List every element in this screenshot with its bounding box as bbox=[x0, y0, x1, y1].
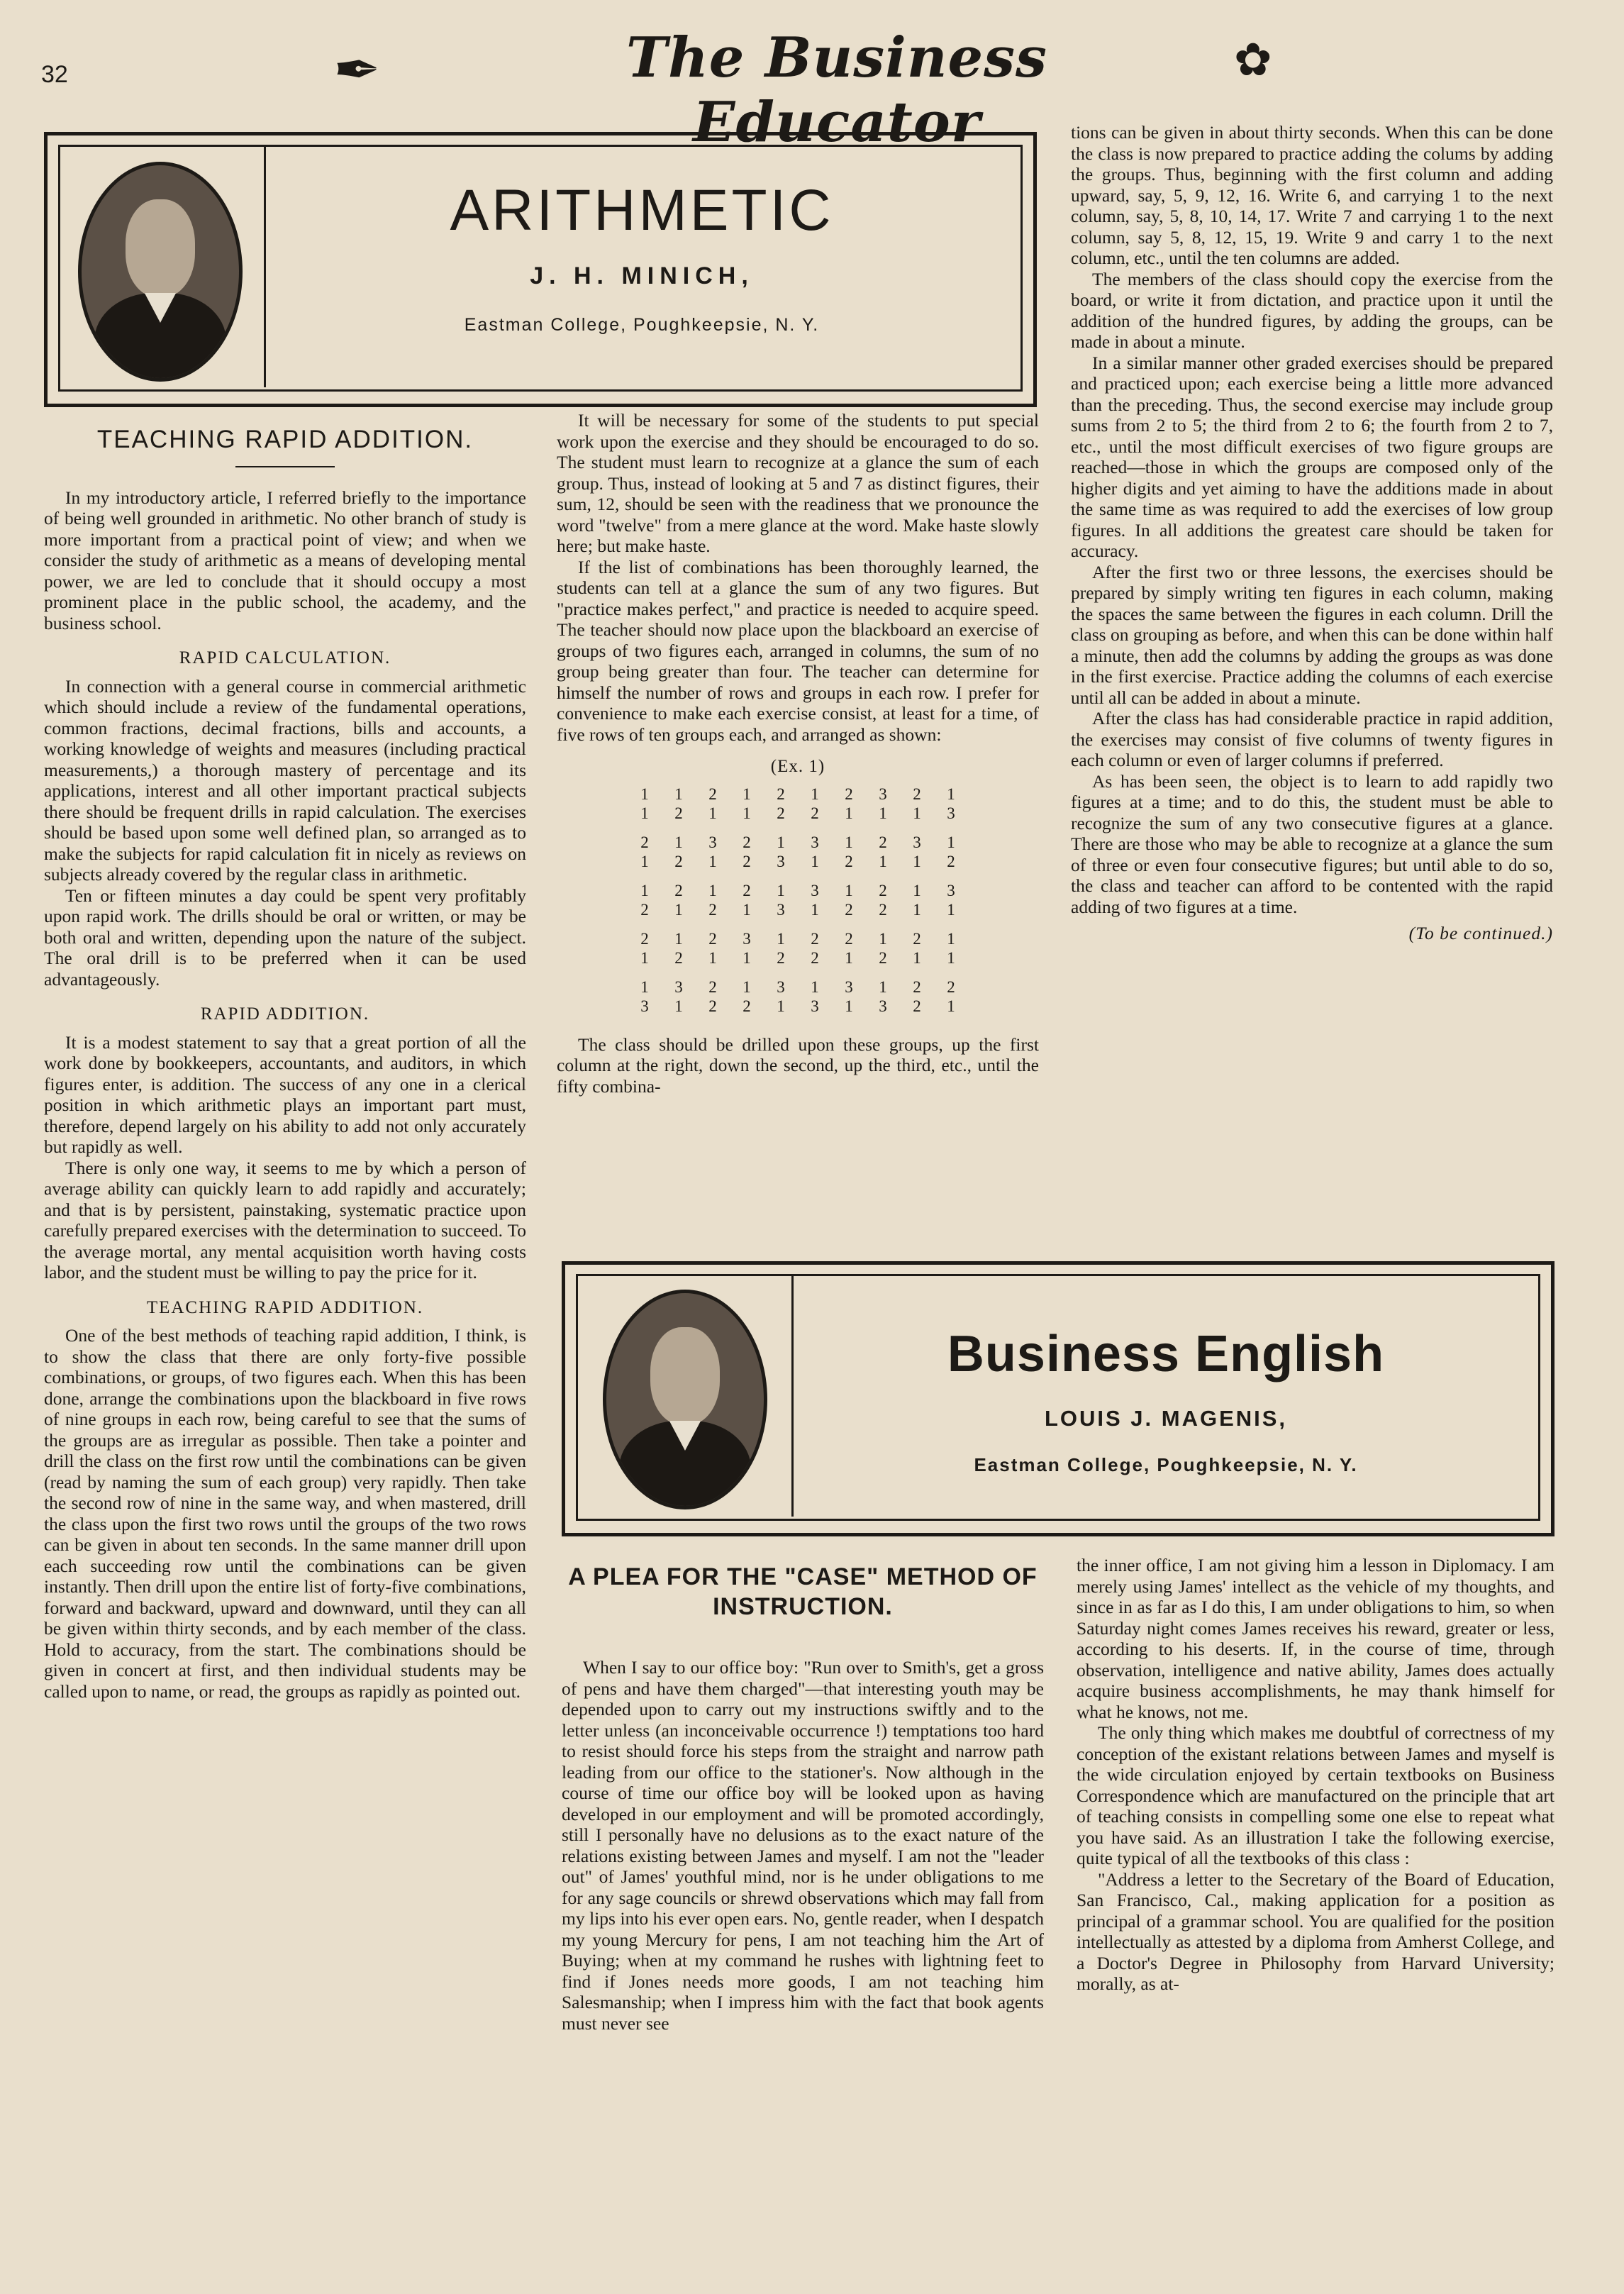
exercise-cell: 1 bbox=[777, 929, 785, 948]
exercise-cell: 1 bbox=[743, 785, 751, 803]
paragraph: In a similar manner other graded exercises should be prepared and practiced upon; each exercise being a little more advanced than the preceding. Thus, the second exercise may include group sums from 2 to 5; the third from 2 to 6; the fourth from 2 to 7, etc., until the most difficult exercises of two figure groups are reached—those in which the groups are composed only of the higher digits and yet aiming to have the additions made in about the same time as was required to add the exercises of low group figures. In all additions the greatest care should be taken for accuracy. bbox=[1071, 352, 1553, 561]
paragraph: The members of the class should copy the exercise from the board, or write it from dictation, and practice upon it until the addition of the hundred figures, by adding the groups, can be made in about a minute. bbox=[1071, 268, 1553, 352]
exercise-cell: 1 bbox=[743, 804, 751, 822]
column-3 bbox=[1071, 122, 1553, 944]
emblem-icon: ✿ bbox=[1234, 35, 1272, 85]
exercise-cell: 1 bbox=[743, 977, 751, 996]
exercise-row bbox=[628, 968, 968, 997]
exercise-cell: 2 bbox=[879, 881, 887, 899]
paragraph: It is a modest statement to say that a great portion of all the work done by bookkeepers, accountants, and auditors, in which figures enter, is addition. The success of any one in a clerical position in which arithmetic plays an important part must, therefore, depend largely on his ability to add not only accurately but rapidly as well. bbox=[44, 1031, 526, 1157]
column-5 bbox=[1077, 1555, 1555, 1995]
exercise-cell: 1 bbox=[811, 900, 819, 919]
exercise-cell: 1 bbox=[811, 785, 819, 803]
exercise-cell: 1 bbox=[811, 852, 819, 870]
exercise-row bbox=[628, 804, 968, 823]
paragraph: After the class has had considerable practice in rapid addition, the exercises may consist of five columns of twenty figures in each column or even of larger columns if preferred. bbox=[1071, 708, 1553, 770]
english-affiliation: Eastman College, Poughkeepsie, N. Y. bbox=[974, 1454, 1358, 1475]
exercise-cell: 2 bbox=[743, 833, 751, 851]
exercise-cell: 2 bbox=[640, 833, 649, 851]
exercise-cell: 3 bbox=[640, 997, 649, 1015]
exercise-cell: 1 bbox=[708, 881, 717, 899]
english-header-divider bbox=[791, 1274, 794, 1517]
exercise-cell: 2 bbox=[708, 997, 717, 1015]
exercise-cell: 1 bbox=[640, 852, 649, 870]
exercise-row bbox=[628, 852, 968, 871]
exercise-cell: 1 bbox=[913, 900, 921, 919]
exercise-row bbox=[628, 997, 968, 1016]
english-author: LOUIS J. MAGENIS, bbox=[1044, 1406, 1288, 1431]
exercise-cell: 1 bbox=[674, 997, 683, 1015]
exercise-row bbox=[628, 785, 968, 804]
exercise-cell: 1 bbox=[674, 833, 683, 851]
quill-pen-icon: ✒ bbox=[333, 40, 382, 102]
exercise-cell: 3 bbox=[777, 852, 785, 870]
exercise-cell: 2 bbox=[811, 929, 819, 948]
paragraph: As has been seen, the object is to learn to add rapidly two figures at a time; and to do this, the student must be able to recognize the sum of any two consecutive figures at a glance. There are those who may be able to recognize at a glance the sum of three or even four consecutive figures; but until able to do so, the class and teacher can afford to be contented with the rapid adding of two figures at a time. bbox=[1071, 770, 1553, 917]
exercise-cell: 1 bbox=[674, 929, 683, 948]
exercise-cell: 1 bbox=[845, 881, 853, 899]
exercise-cell: 2 bbox=[708, 785, 717, 803]
exercise-cell: 1 bbox=[811, 977, 819, 996]
exercise-cell: 1 bbox=[640, 804, 649, 822]
exercise-cell: 2 bbox=[640, 929, 649, 948]
exercise-cell: 1 bbox=[913, 852, 921, 870]
paragraph: The only thing which makes me doubtful of correctness of my conception of the existant relations between James and myself is the wide circulation enjoyed by certain textbooks on Business Correspondence which are manufactured on the principle that art of teaching consists in compelling some one else to repeat what you have said. As an illustration I take the following exercise, quite typical of all the textbooks of this class : bbox=[1077, 1722, 1555, 1868]
paragraph: The class should be drilled upon these groups, up the first column at the right, down the second, up the third, etc., until the fifty combina- bbox=[557, 1034, 1039, 1097]
exercise-cell: 1 bbox=[845, 804, 853, 822]
exercise-cell: 2 bbox=[879, 948, 887, 967]
exercise-cell: 1 bbox=[879, 929, 887, 948]
exercise-cell: 1 bbox=[879, 977, 887, 996]
exercise-cell: 3 bbox=[743, 929, 751, 948]
exercise-cell: 2 bbox=[674, 804, 683, 822]
minich-portrait bbox=[78, 162, 243, 382]
headline-rule bbox=[235, 466, 335, 467]
exercise-row bbox=[628, 871, 968, 900]
exercise-cell: 2 bbox=[913, 997, 921, 1015]
exercise-label: (Ex. 1) bbox=[770, 757, 825, 776]
exercise-cell: 2 bbox=[811, 804, 819, 822]
exercise-cell: 1 bbox=[743, 900, 751, 919]
exercise-cell: 3 bbox=[811, 997, 819, 1015]
exercise-cell: 2 bbox=[879, 900, 887, 919]
exercise-cell: 1 bbox=[845, 948, 853, 967]
exercise-cell: 2 bbox=[708, 929, 717, 948]
exercise-cell: 1 bbox=[879, 852, 887, 870]
arithmetic-affiliation: Eastman College, Poughkeepsie, N. Y. bbox=[464, 315, 820, 335]
paragraph: It will be necessary for some of the students to put special work upon the exercise and they should be encouraged to do so. The student must learn to recognize at a glance the sum of each group. Thus, instead of looking at 5 and 7 as distinct figures, their sum, 12, should be seen with the readiness that we pronounce the word "twelve" from a mere glance at the word. Make haste slowly here; but make haste. bbox=[557, 410, 1039, 556]
paragraph: After the first two or three lessons, the exercises should be prepared by simply writing ten figures in each column, making the spaces the same between the figures in each column. Drill the class on grouping as before, and when this can be done within half a minute, then add the columns by adding the groups as was done in the first exercise. Practice adding the columns of each exercise until all can be added in about a minute. bbox=[1071, 561, 1553, 708]
exercise-cell: 2 bbox=[845, 929, 853, 948]
exercise-cell: 3 bbox=[947, 804, 955, 822]
exercise-cell: 3 bbox=[879, 785, 887, 803]
exercise-cell: 1 bbox=[743, 948, 751, 967]
exercise-cell: 1 bbox=[640, 881, 649, 899]
paragraph: If the list of combinations has been thoroughly learned, the students can tell at a glance the sum of any two figures. But "practice makes perfect," and practice is needed to acquire speed. The teacher should now place upon the blackboard an exercise of groups of two figures each, arranged in columns, the sum of no group being greater than four. The teacher can determine for himself the number of rows and groups in each row. I prefer for convenience to make each exercise consist, at least for a time, of five rows of ten groups each, and arranged as shown: bbox=[557, 556, 1039, 745]
english-title: Business English bbox=[947, 1326, 1385, 1383]
arithmetic-author: J. H. MINICH, bbox=[530, 262, 754, 289]
page-number: 32 bbox=[41, 61, 68, 88]
paragraph: the inner office, I am not giving him a lesson in Diplomacy. I am merely using James' intellect as the vehicle of my thoughts, and since in as far as I do this, I am under obligations to him, so when Saturday night comes James receives his reward, greater or less, according to his deserts. If, in the course of time, through observation, intelligence and native ability, James does actually acquire business accomplishments, he may thank himself for what he knows, not me. bbox=[1077, 1555, 1555, 1722]
exercise-cell: 2 bbox=[811, 948, 819, 967]
exercise-cell: 1 bbox=[913, 881, 921, 899]
exercise-cell: 1 bbox=[708, 852, 717, 870]
exercise-cell: 1 bbox=[879, 804, 887, 822]
exercise-cell: 1 bbox=[777, 833, 785, 851]
exercise-cell: 1 bbox=[777, 997, 785, 1015]
paragraph: One of the best methods of teaching rapid addition, I think, is to show the class that there are only forty-five possible combinations, or groups, of two figures each. When this has been done, arrange the combinations upon the blackboard in five rows of nine groups in each row, being careful to see that the sums of the groups are as irregular as possible. Then take a pointer and drill the class on the first row until the combinations can be given (read by naming the sum of each group) very rapidly. Then take the second row of nine in the same way, and when mastered, drill the class upon the first two rows until the groups of the two rows can be given in about ten seconds. In the same manner drill upon each succeeding row until the combinations can be given instantly. Then drill upon the entire list of forty-five combinations, forward and backward, upward and downward, until they can all be given within thirty seconds, and by each member of the class. Hold to accuracy, from the start. The combinations should be given in concert at first, and then individual students may be called upon to name, or read, the groups as rapidly as pointed out. bbox=[44, 1325, 526, 1702]
exercise-cell: 2 bbox=[777, 948, 785, 967]
exercise-cell: 1 bbox=[913, 948, 921, 967]
subheading: RAPID ADDITION. bbox=[200, 1004, 370, 1024]
paragraph: There is only one way, it seems to me by which a person of average ability can quickly learn to add rapidly and accurately; and that is by persistent, painstaking, systematic practice upon carefully prepared exercises with the determination to succeed. To the average mortal, any mental acquisition worth having costs labor, and the student must be willing to pay the price for it. bbox=[44, 1157, 526, 1282]
exercise-cell: 1 bbox=[674, 900, 683, 919]
arithmetic-title: ARITHMETIC bbox=[450, 178, 834, 243]
masthead: The Business Educator bbox=[626, 26, 1047, 155]
exercise-cell: 3 bbox=[947, 881, 955, 899]
paragraph: When I say to our office boy: "Run over to Smith's, get a gross of pens and have them charged"—that interesting youth may be depended upon to carry out my instructions swiftly and to the letter unless (an inconceivable occurrence !) temptations too hard to resist should force his steps from the straight and narrow path leading from our office to the stationer's. Now although in the course of time our office boy will be looked upon as having developed in our employment and will be promoted accordingly, still I personally have no delusions as to the exact nature of the relations existing between James and myself. I am not the "leader out" of James' youthful mind, nor is he under obligations to me for any sage councils or shrewd observations which may fall from my lips into his ever open ears. No, gentle reader, when I despatch my young Mercury for pens, I am not teaching him the Art of Buying; when at my command he rushes with lightning feet to find if Jones needs more goods, I am not teaching him Salesmanship; when I impress him with the fact that book agents must never see bbox=[562, 1657, 1044, 2034]
arithmetic-header-divider bbox=[264, 145, 266, 387]
exercise-cell: 3 bbox=[913, 833, 921, 851]
article-headline: TEACHING RAPID ADDITION. bbox=[96, 426, 474, 453]
exercise-cell: 1 bbox=[845, 833, 853, 851]
exercise-cell: 1 bbox=[674, 785, 683, 803]
exercise-cell: 2 bbox=[947, 852, 955, 870]
paragraph: In connection with a general course in commercial arithmetic which should include a review of the fundamental operations, common fractions, decimal fractions, bills and accounts, a working knowledge of weights and measures (including practical measurements,) a thorough mastery of percentage and its applications, interest and all other important practical subjects there should be frequent drills in rapid calculation. The exercises should be based upon some well defined plan, so arranged as to make the subjects for rapid calculation fit in nicely as reviews on subjects already covered by the regular class in arithmetic. bbox=[44, 675, 526, 885]
exercise-cell: 2 bbox=[913, 929, 921, 948]
column-1 bbox=[44, 426, 526, 1702]
exercise-cell: 2 bbox=[913, 977, 921, 996]
exercise-cell: 2 bbox=[743, 881, 751, 899]
exercise-cell: 3 bbox=[708, 833, 717, 851]
exercise-cell: 2 bbox=[743, 997, 751, 1015]
exercise-cell: 1 bbox=[777, 881, 785, 899]
exercise-cell: 2 bbox=[913, 785, 921, 803]
paragraph: "Address a letter to the Secretary of the Board of Education, San Francisco, Cal., making application for a position as principal of a grammar school. You are qualified for the position intellectually as attested by a diploma from Amherst College, and a Doctor's Degree in Philosophy from Harvard University; morally, as at- bbox=[1077, 1868, 1555, 1994]
exercise-cell: 2 bbox=[845, 785, 853, 803]
continued-note: (To be continued.) bbox=[1408, 923, 1553, 943]
exercise-row bbox=[628, 900, 968, 919]
exercise-cell: 3 bbox=[811, 833, 819, 851]
column-2 bbox=[557, 410, 1039, 1097]
article-headline: A PLEA FOR THE "CASE" METHOD OF INSTRUCTION. bbox=[568, 1563, 1038, 1620]
exercise-cell: 2 bbox=[674, 948, 683, 967]
exercise-cell: 3 bbox=[674, 977, 683, 996]
exercise-cell: 1 bbox=[947, 833, 955, 851]
exercise-cell: 1 bbox=[708, 948, 717, 967]
exercise-cell: 1 bbox=[640, 977, 649, 996]
exercise-row bbox=[628, 823, 968, 852]
magenis-portrait bbox=[603, 1290, 767, 1509]
exercise-cell: 2 bbox=[674, 852, 683, 870]
exercise-cell: 2 bbox=[674, 881, 683, 899]
exercise-cell: 2 bbox=[845, 900, 853, 919]
exercise-cell: 1 bbox=[947, 997, 955, 1015]
exercise-cell: 2 bbox=[743, 852, 751, 870]
subheading: RAPID CALCULATION. bbox=[179, 648, 391, 667]
exercise-cell: 1 bbox=[640, 785, 649, 803]
exercise-cell: 1 bbox=[913, 804, 921, 822]
exercise-cell: 2 bbox=[708, 900, 717, 919]
exercise-cell: 1 bbox=[947, 948, 955, 967]
paragraph: In my introductory article, I referred briefly to the importance of being well grounded in arithmetic. No other branch of study is more important from a practical point of view; and when we consider the study of arithmetic as a means of developing mental power, we are led to conclude that it should occupy a most prominent place in the public school, the academy, and the business school. bbox=[44, 487, 526, 633]
exercise-cell: 1 bbox=[708, 804, 717, 822]
subheading: TEACHING RAPID ADDITION. bbox=[146, 1297, 424, 1317]
exercise-cell: 2 bbox=[845, 852, 853, 870]
exercise-cell: 1 bbox=[947, 785, 955, 803]
exercise-cell: 2 bbox=[708, 977, 717, 996]
exercise-cell: 2 bbox=[947, 977, 955, 996]
exercise-cell: 1 bbox=[640, 948, 649, 967]
exercise-cell: 3 bbox=[811, 881, 819, 899]
exercise-cell: 3 bbox=[879, 997, 887, 1015]
exercise-cell: 1 bbox=[947, 900, 955, 919]
exercise-cell: 3 bbox=[845, 977, 853, 996]
paragraph: tions can be given in about thirty seconds. When this can be done the class is now prepared to practice adding the colums by adding the groups. Thus, beginning with the first column and adding upward, say, 5, 9, 12, 16. Write 6, and carrying 1 to the next column, say, 5, 8, 10, 14, 17. Write 7 and carrying 1 to the next column, say 5, 8, 12, 15, 19. Write 9 and carry 1 to the next column, etc., until the ten columns are added. bbox=[1071, 122, 1553, 268]
exercise-cell: 2 bbox=[640, 900, 649, 919]
exercise-table bbox=[628, 785, 968, 1016]
exercise-cell: 2 bbox=[777, 804, 785, 822]
exercise-cell: 3 bbox=[777, 977, 785, 996]
exercise-cell: 3 bbox=[777, 900, 785, 919]
exercise-row bbox=[628, 919, 968, 948]
exercise-cell: 2 bbox=[879, 833, 887, 851]
column-4 bbox=[562, 1562, 1044, 2034]
exercise-cell: 1 bbox=[947, 929, 955, 948]
exercise-cell: 1 bbox=[845, 997, 853, 1015]
exercise-row bbox=[628, 948, 968, 968]
exercise-cell: 2 bbox=[777, 785, 785, 803]
paragraph: Ten or fifteen minutes a day could be spent very profitably upon rapid work. The drills should be oral or written, or may be both oral and written, depending upon the nature of the subject. The oral drill is to be preferred when it can be used advantageously. bbox=[44, 885, 526, 990]
